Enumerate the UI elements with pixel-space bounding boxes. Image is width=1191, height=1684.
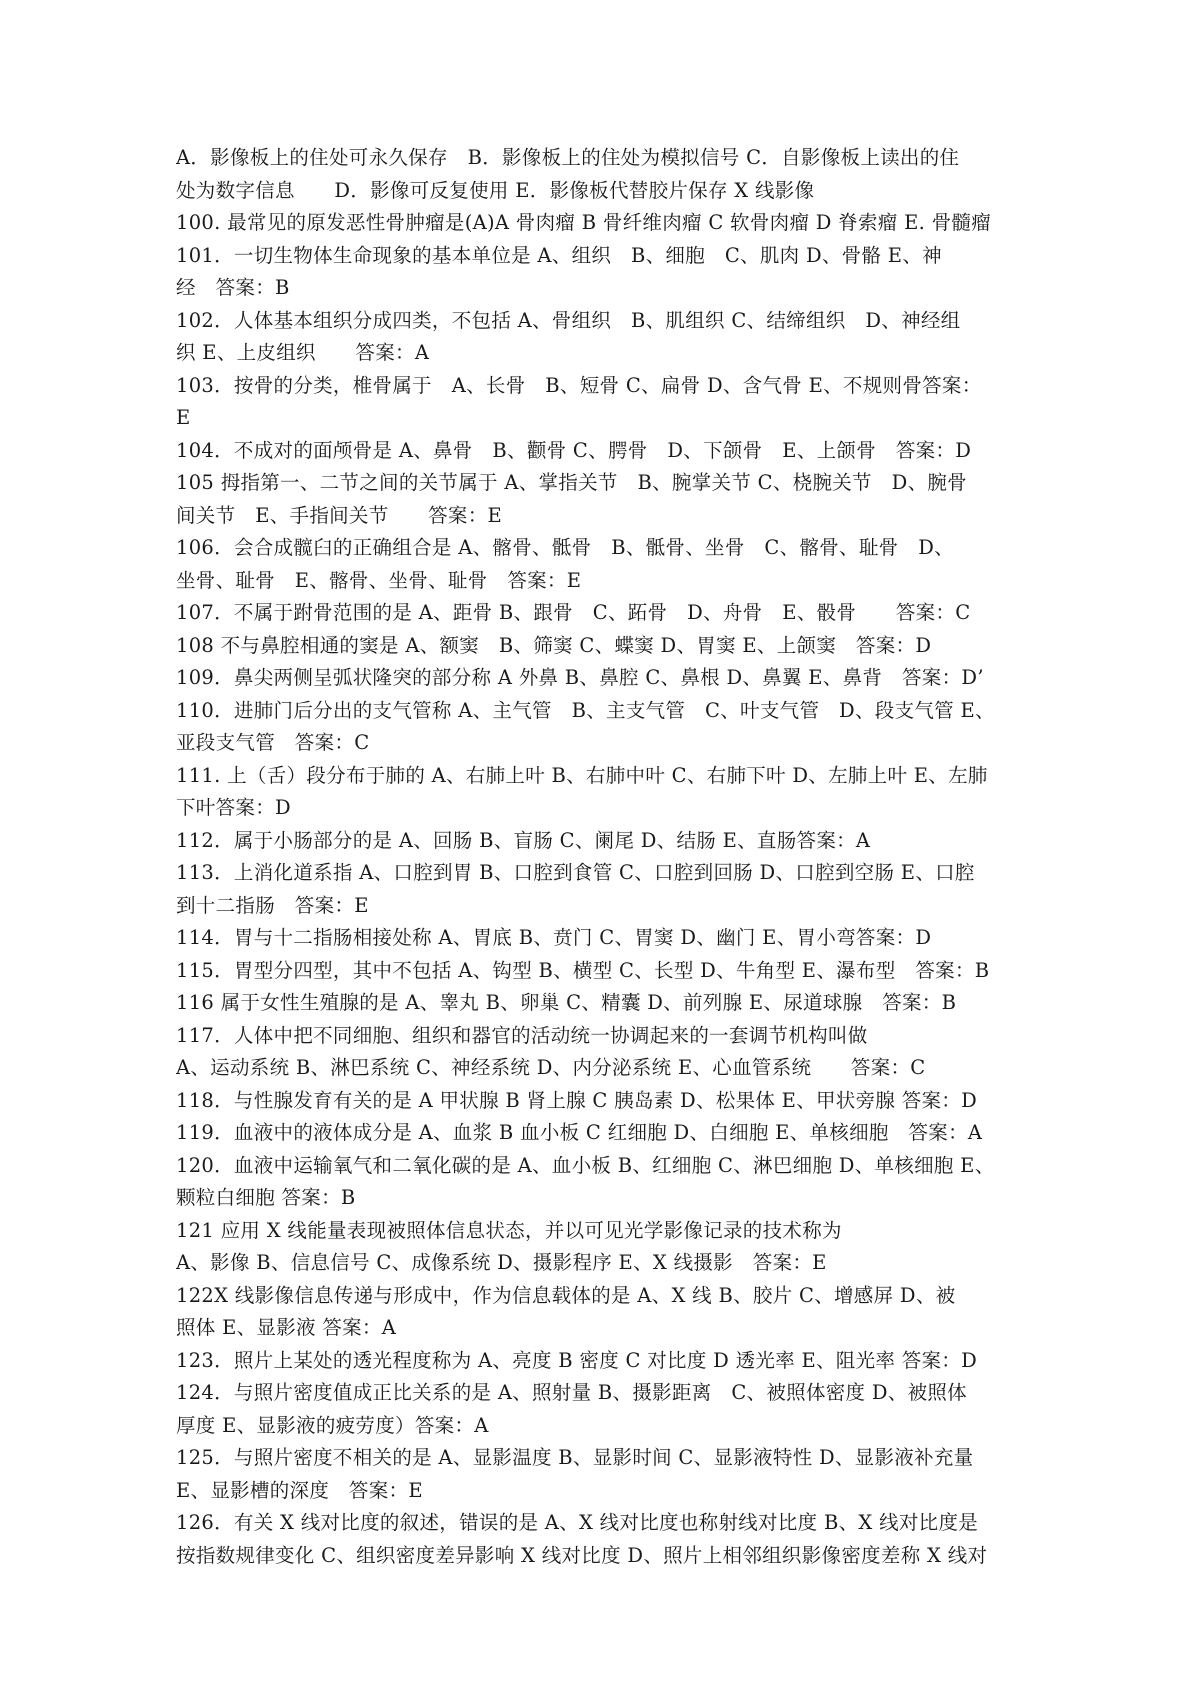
text-line: 117．人体中把不同细胞、组织和器官的活动统一协调起来的一套调节机构叫做 xyxy=(176,1023,868,1047)
text-line: 118．与性腺发育有关的是 A 甲状腺 B 肾上腺 C 胰岛素 D、松果体 E、甲状旁腺 答案：D xyxy=(176,1088,978,1112)
text-line: 108 不与鼻腔相通的窦是 A、额窦 B、筛窦 C、蝶窦 D、胃窦 E、上颌窦 答案：D xyxy=(176,633,932,657)
text-line: A、运动系统 B、淋巴系统 C、神经系统 D、内分泌系统 E、心血管系统 答案：C xyxy=(176,1056,926,1079)
text-line: A、影像 B、信息信号 C、成像系统 D、摄影程序 E、X 线摄影 答案：E xyxy=(176,1251,827,1274)
text-line: 114．胃与十二指肠相接处称 A、胃底 B、贲门 C、胃窦 D、幽门 E、胃小弯答案：D xyxy=(176,926,932,949)
text-line: 亚段支气管 答案：C xyxy=(176,731,370,754)
text-line: 间关节 E、手指间关节 答案：E xyxy=(176,503,503,527)
text-line: 125．与照片密度不相关的是 A、显影温度 B、显影时间 C、显影液特性 D、显影液补充量 xyxy=(176,1446,974,1469)
text-line: 坐骨、耻骨 E、髂骨、坐骨、耻骨 答案：E xyxy=(176,568,582,592)
question-text-block xyxy=(176,142,1021,1572)
text-line: 厚度 E、显影液的疲劳度）答案：A xyxy=(176,1413,489,1437)
text-line: A．影像板上的住处可永久保存 B．影像板上的住处为模拟信号 C．自影像板上读出的住 xyxy=(176,146,960,169)
text-line: 113．上消化道系指 A、口腔到胃 B、口腔到食管 C、口腔到回肠 D、口腔到空肠 E、口腔 xyxy=(176,861,975,884)
text-line: 121 应用 X 线能量表现被照体信息状态，并以可见光学影像记录的技术称为 xyxy=(176,1218,842,1242)
text-line: 116 属于女性生殖腺的是 A、睾丸 B、卵巢 C、精囊 D、前列腺 E、尿道球腺 答案：B xyxy=(176,991,957,1014)
text-line: 110．进肺门后分出的支气管称 A、主气管 B、主支气管 C、叶支气管 D、段支气管 E、 xyxy=(176,698,995,722)
text-line: 124．与照片密度值成正比关系的是 A、照射量 B、摄影距离 C、被照体密度 D、被照体 xyxy=(176,1381,967,1404)
text-line: 107．不属于跗骨范围的是 A、距骨 B、跟骨 C、跖骨 D、舟骨 E、骰骨 答案：C xyxy=(176,601,971,624)
text-line: 102．人体基本组织分成四类，不包括 A、骨组织 B、肌组织 C、结缔组织 D、神经组 xyxy=(176,308,961,332)
text-line: 115．胃型分四型，其中不包括 A、钩型 B、横型 C、长型 D、牛角型 E、瀑布型 答案：B xyxy=(176,958,990,982)
text-line: 处为数字信息 D．影像可反复使用 E．影像板代替胶片保存 X 线影像 xyxy=(176,178,815,202)
text-line: 下叶答案：D xyxy=(176,796,291,819)
text-line: 照体 E、显影液 答案：A xyxy=(176,1316,397,1339)
text-line: 111. 上（舌）段分布于肺的 A、右肺上叶 B、右肺中叶 C、右肺下叶 D、左肺上叶 E、左肺 xyxy=(176,763,988,787)
text-line: 122X 线影像信息传递与形成中，作为信息载体的是 A、X 线 B、胶片 C、增感屏 D、被 xyxy=(176,1283,956,1307)
text-line: 120．血液中运输氧气和二氧化碳的是 A、血小板 B、红细胞 C、淋巴细胞 D、单核细胞 E、 xyxy=(176,1153,995,1177)
text-line: 织 E、上皮组织 答案：A xyxy=(176,341,430,364)
text-line: 119．血液中的液体成分是 A、血浆 B 血小板 C 红细胞 D、白细胞 E、单核细胞 答案：A xyxy=(176,1121,983,1144)
text-line: E xyxy=(176,406,191,429)
text-line: 经 答案：B xyxy=(176,276,290,299)
text-line: 123．照片上某处的透光程度称为 A、亮度 B 密度 C 对比度 D 透光率 E、阻光率 答案：D xyxy=(176,1348,978,1372)
text-line: 101．一切生物体生命现象的基本单位是 A、组织 B、细胞 C、肌肉 D、骨骼 E、神 xyxy=(176,243,942,267)
text-line: 按指数规律变化 C、组织密度差异影响 X 线对比度 D、照片上相邻组织影像密度差称 X 线对 xyxy=(176,1543,988,1567)
text-line: 109．鼻尖两侧呈弧状隆突的部分称 A 外鼻 B、鼻腔 C、鼻根 D、鼻翼 E、鼻背 答案：D’ xyxy=(176,666,984,689)
text-line: 到十二指肠 答案：E xyxy=(176,893,369,917)
text-line: 112．属于小肠部分的是 A、回肠 B、盲肠 C、阑尾 D、结肠 E、直肠答案：A xyxy=(176,828,871,852)
text-line: 106．会合成髋臼的正确组合是 A、髂骨、骶骨 B、骶骨、坐骨 C、髂骨、耻骨 D、 xyxy=(176,536,954,559)
text-line: 103．按骨的分类，椎骨属于 A、长骨 B、短骨 C、扁骨 D、含气骨 E、不规则骨答案： xyxy=(176,373,982,397)
text-line: 126．有关 X 线对比度的叙述，错误的是 A、X 线对比度也称射线对比度 B、X 线对比度是 xyxy=(176,1511,979,1534)
text-line: 100. 最常见的原发恶性骨肿瘤是(A)A 骨肉瘤 B 骨纤维肉瘤 C 软骨肉瘤 D 脊索瘤 E. 骨髓瘤 xyxy=(176,211,991,234)
text-line: 104．不成对的面颅骨是 A、鼻骨 B、颧骨 C、腭骨 D、下颌骨 E、上颌骨 答案：D xyxy=(176,438,972,462)
text-line: E、显影槽的深度 答案：E xyxy=(176,1478,423,1502)
text-line: 105 拇指第一、二节之间的关节属于 A、掌指关节 B、腕掌关节 C、桡腕关节 D、腕骨 xyxy=(176,471,967,494)
text-line: 颗粒白细胞 答案：B xyxy=(176,1186,356,1209)
